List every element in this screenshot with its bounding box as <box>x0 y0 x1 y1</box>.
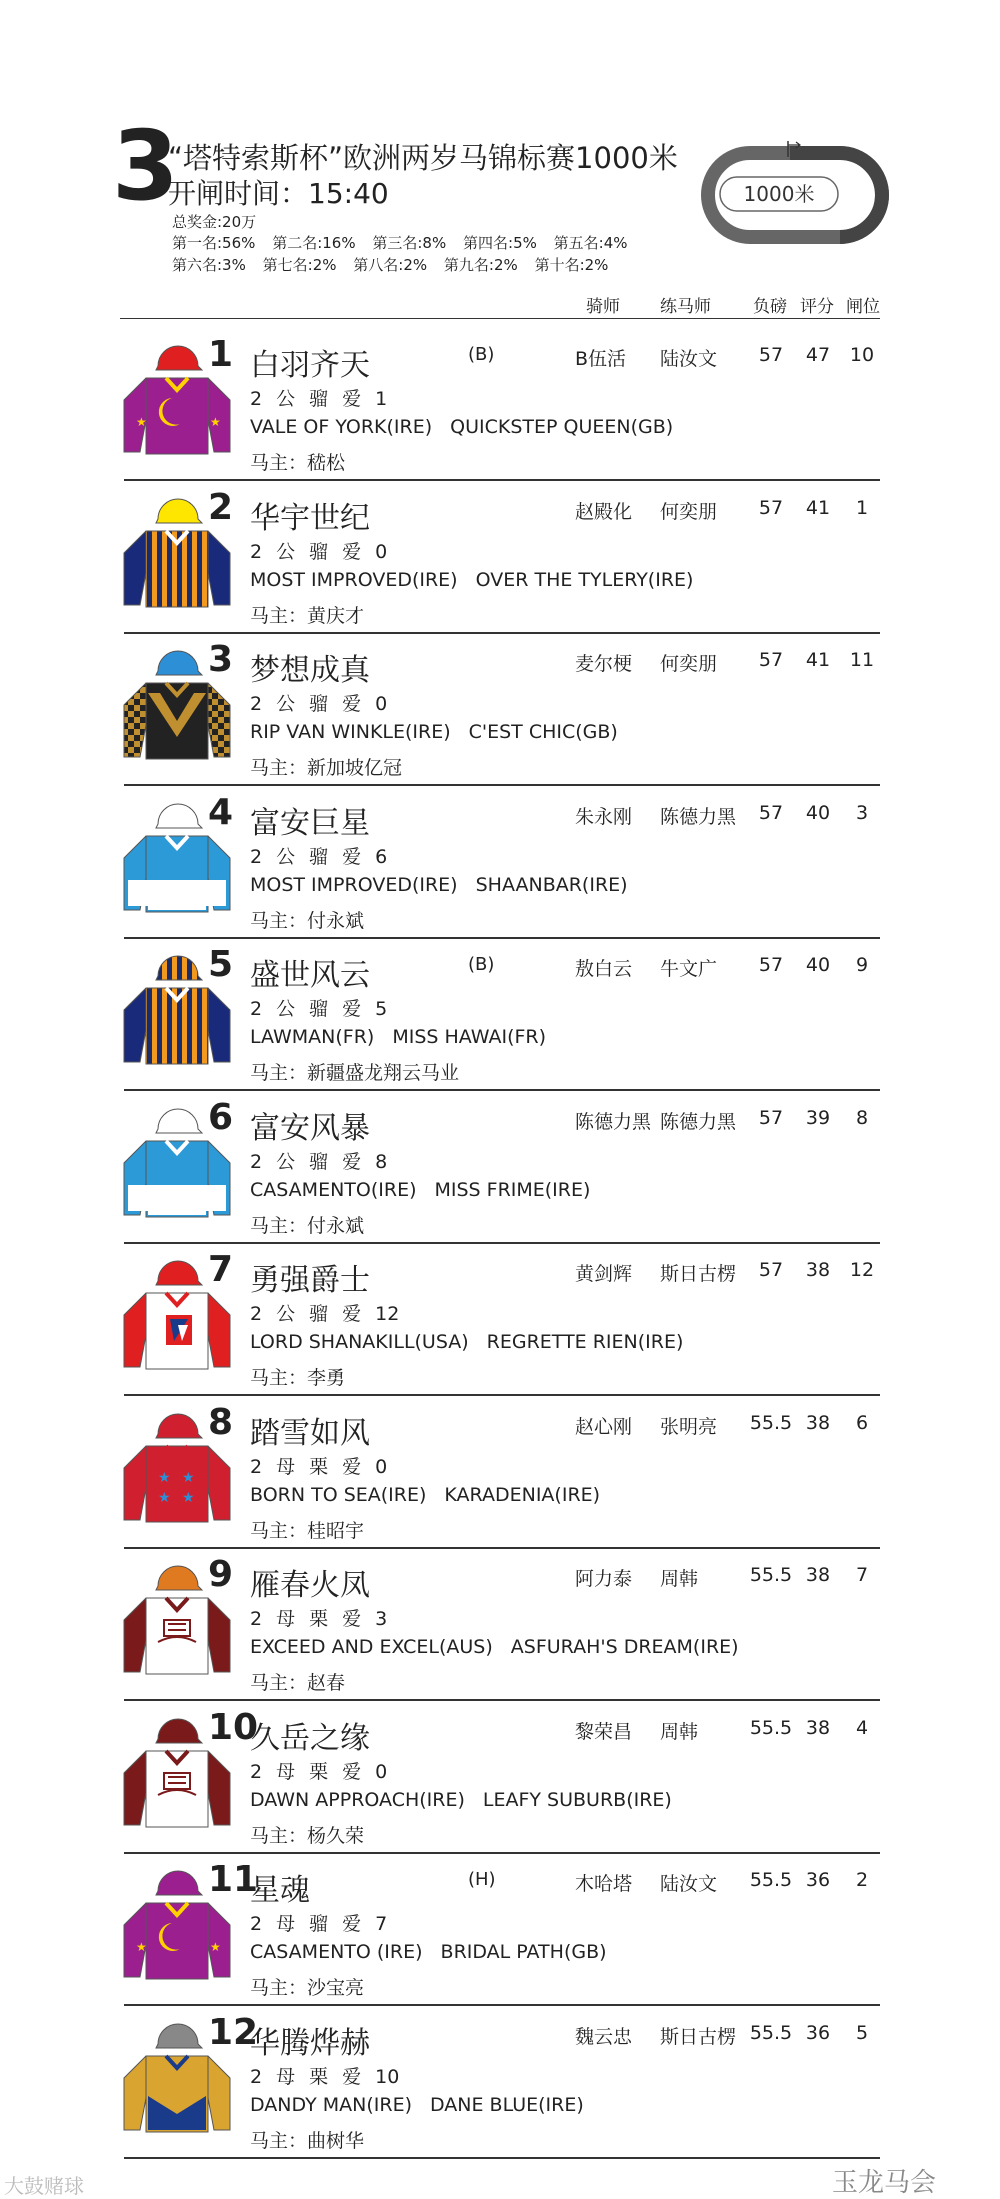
pedigree <box>250 2094 602 2116</box>
owner-line <box>250 2126 364 2153</box>
horse-info-item: 爱 <box>342 1303 362 1325</box>
rating-value: 38 <box>805 1259 831 1281</box>
row-divider <box>124 479 880 481</box>
runner-number: 3 <box>208 639 234 680</box>
watermark-right: 玉龙马会 <box>832 2168 937 2198</box>
jockey-name: 黎荣昌 <box>575 1720 633 1743</box>
owner-name: 赵春 <box>307 1672 346 1694</box>
dam-name: KARADENIA(IRE) <box>444 1483 601 1506</box>
owner-label: 马主： <box>250 1062 308 1084</box>
draw-value: 2 <box>855 1869 869 1891</box>
horse-name: 勇强爵士 <box>250 1263 370 1298</box>
horse-info-item: 公 <box>276 693 296 715</box>
runner-number: 5 <box>208 944 234 985</box>
draw-value: 5 <box>855 2021 869 2044</box>
horse-info <box>250 994 401 1021</box>
weight-value: 57 <box>758 649 784 671</box>
horse-info-item: 10 <box>375 2065 400 2088</box>
horse-name: 雁春火凤 <box>250 1568 370 1603</box>
row-divider <box>124 1547 880 1549</box>
horse-info-item: 爱 <box>342 1150 362 1173</box>
header-divider <box>120 318 880 319</box>
watermark-left: 大鼓赌球 <box>4 2174 84 2198</box>
pedigree <box>250 416 691 438</box>
horse-info-item: 公 <box>276 540 296 563</box>
horse-info-item: 6 <box>375 845 388 868</box>
horse-info-item: 母 <box>276 1455 296 1478</box>
owner-line <box>250 1668 345 1695</box>
horse-info <box>250 1299 413 1326</box>
runner-number: 2 <box>208 486 234 528</box>
owner-line <box>250 1516 364 1543</box>
rating-value: 41 <box>805 496 831 519</box>
owner-name: 新加坡亿冠 <box>307 757 403 779</box>
runner-number: 4 <box>208 791 234 833</box>
jockey-name: 敖白云 <box>575 958 633 980</box>
horse-info-item: 2 <box>250 2065 263 2088</box>
owner-label: 马主： <box>250 1672 308 1694</box>
draw-value: 3 <box>855 801 869 824</box>
pedigree <box>250 1331 701 1353</box>
dam-name: SHAANBAR(IRE) <box>475 873 628 896</box>
trainer-name: 陈德力黑 <box>660 805 737 828</box>
horse-info-item: 母 <box>276 1608 296 1630</box>
horse-info <box>250 1604 401 1631</box>
weight-value: 57 <box>758 954 784 976</box>
column-header-draw: 闸位 <box>846 297 880 317</box>
row-divider <box>124 1089 880 1091</box>
sire-name: CASAMENTO(IRE) <box>250 1178 417 1201</box>
horse-info-item: 骝 <box>309 998 329 1020</box>
trainer-name: 牛文广 <box>660 958 718 980</box>
horse-info-item: 5 <box>375 998 388 1020</box>
runner-number: 10 <box>208 1706 259 1748</box>
sire-name: VALE OF YORK(IRE) <box>250 416 433 438</box>
horse-info-item: 2 <box>250 1913 263 1935</box>
horse-name: 华腾烨赫 <box>250 2025 370 2061</box>
horse-info-item: 爱 <box>342 845 362 868</box>
rating-value: 40 <box>805 801 831 824</box>
horse-info-item: 骝 <box>309 845 329 868</box>
trainer-name: 何奕朋 <box>660 500 718 523</box>
owner-name: 李勇 <box>307 1367 346 1389</box>
horse-info-item: 2 <box>250 845 263 868</box>
prize-share: 第七名:2% <box>262 256 337 274</box>
horse-info-item: 0 <box>375 1455 388 1478</box>
owner-label: 马主： <box>250 909 308 932</box>
sire-name: MOST IMPROVED(IRE) <box>250 568 458 591</box>
horse-info <box>250 842 401 869</box>
prize-share: 第一名:56% <box>172 234 256 252</box>
prize-share: 第五名:4% <box>553 234 628 252</box>
horse-info <box>250 384 401 411</box>
sire-name: MOST IMPROVED(IRE) <box>250 873 458 896</box>
owner-label: 马主： <box>250 452 308 474</box>
row-divider <box>124 2004 880 2006</box>
row-divider <box>124 937 880 939</box>
race-title: “塔特索斯杯”欧洲两岁马锦标赛1000米 <box>168 141 678 175</box>
owner-name: 付永斌 <box>307 1214 365 1237</box>
horse-info-item: 母 <box>276 2065 296 2088</box>
horse-info-item: 2 <box>250 1608 263 1630</box>
horse-info-item: 8 <box>375 1150 388 1173</box>
owner-label: 马主： <box>250 1519 308 1542</box>
owner-name: 杨久荣 <box>307 1824 365 1847</box>
trainer-name: 陆汝文 <box>660 348 718 370</box>
horse-name: 富安风暴 <box>250 1110 370 1146</box>
horse-info-item: 2 <box>250 1303 263 1325</box>
owner-label: 马主： <box>250 1824 308 1847</box>
sire-name: EXCEED AND EXCEL(AUS) <box>250 1636 493 1658</box>
prize-breakdown-row <box>172 232 640 253</box>
row-divider <box>124 2157 880 2159</box>
rating-value: 38 <box>805 1411 831 1434</box>
draw-value: 7 <box>855 1564 869 1586</box>
owner-name: 桂昭宇 <box>307 1519 365 1542</box>
horse-info-item: 栗 <box>309 1608 329 1630</box>
weight-value: 55.5 <box>749 1716 793 1739</box>
svg-text:★: ★ <box>136 415 147 429</box>
runner-row <box>0 1398 1000 1550</box>
jockey-name: 朱永刚 <box>575 805 633 828</box>
prize-share: 第十名:2% <box>534 256 609 274</box>
runner-row <box>0 1245 1000 1397</box>
rating-value: 47 <box>805 344 831 366</box>
trainer-name: 周韩 <box>660 1568 699 1590</box>
horse-info <box>250 689 401 716</box>
draw-value: 12 <box>849 1259 875 1281</box>
runner-row <box>0 635 1000 787</box>
horse-info-item: 爱 <box>342 693 362 715</box>
row-divider <box>124 1242 880 1244</box>
prize-share: 第九名:2% <box>443 256 518 274</box>
jockey-name: 阿力泰 <box>575 1568 633 1590</box>
prize-share: 第二名:16% <box>272 234 356 252</box>
pedigree <box>250 1026 564 1048</box>
svg-text:★: ★ <box>158 1469 171 1486</box>
dam-name: LEAFY SUBURB(IRE) <box>482 1788 672 1811</box>
runner-row <box>0 2008 1000 2160</box>
rating-value: 36 <box>805 2021 831 2044</box>
horse-info <box>250 1909 401 1936</box>
rating-value: 38 <box>805 1716 831 1739</box>
horse-info-item: 0 <box>375 540 388 563</box>
dam-name: REGRETTE RIEN(IRE) <box>486 1331 684 1353</box>
draw-value: 4 <box>855 1716 869 1739</box>
owner-name: 曲树华 <box>307 2129 365 2152</box>
draw-value: 1 <box>855 496 869 519</box>
runner-number: 8 <box>208 1401 234 1443</box>
horse-info-item: 公 <box>276 1150 296 1173</box>
horse-info-item: 栗 <box>309 1455 329 1478</box>
horse-info-item: 骝 <box>309 1913 329 1935</box>
row-divider <box>124 784 880 786</box>
column-header-rating: 评分 <box>800 297 834 317</box>
weight-value: 55.5 <box>749 1869 793 1891</box>
svg-text:★: ★ <box>158 1489 171 1506</box>
horse-info-item: 骝 <box>309 1303 329 1325</box>
horse-info <box>250 1757 401 1784</box>
horse-info-item: 1 <box>375 388 388 410</box>
horse-info-item: 爱 <box>342 1455 362 1478</box>
sire-name: BORN TO SEA(IRE) <box>250 1483 427 1506</box>
svg-text:★: ★ <box>136 1940 147 1954</box>
svg-text:★: ★ <box>182 1489 195 1506</box>
prize-share: 第八名:2% <box>353 256 428 274</box>
horse-info-item: 2 <box>250 540 263 563</box>
dam-name: OVER THE TYLERY(IRE) <box>475 568 694 591</box>
dam-name: MISS FRIME(IRE) <box>434 1178 591 1201</box>
weight-value: 57 <box>758 1106 784 1129</box>
rating-value: 39 <box>805 1106 831 1129</box>
runner-row <box>0 1093 1000 1245</box>
trainer-name: 斯日古楞 <box>660 2025 737 2048</box>
runner-row <box>0 1703 1000 1855</box>
owner-name: 黄庆才 <box>307 604 365 627</box>
horse-info-item: 3 <box>375 1608 388 1630</box>
sire-name: CASAMENTO (IRE) <box>250 1941 423 1963</box>
draw-value: 10 <box>849 344 875 366</box>
row-divider <box>124 1394 880 1396</box>
row-divider <box>124 1852 880 1854</box>
svg-text:★: ★ <box>210 1940 221 1954</box>
pedigree <box>250 1179 608 1201</box>
sire-name: LORD SHANAKILL(USA) <box>250 1331 469 1353</box>
track-diagram-icon <box>680 135 900 245</box>
runner-number: 9 <box>208 1554 234 1595</box>
horse-info-item: 爱 <box>342 388 362 410</box>
trainer-name: 陈德力黑 <box>660 1110 737 1133</box>
jockey-name: 赵心刚 <box>575 1415 633 1438</box>
pedigree <box>250 721 636 743</box>
prize-breakdown-row <box>172 254 620 275</box>
runner-row <box>0 483 1000 635</box>
runner-row <box>0 330 1000 482</box>
rating-value: 36 <box>805 1869 831 1891</box>
horse-name: 久岳之缘 <box>250 1720 370 1756</box>
jockey-name: 魏云忠 <box>575 2025 633 2048</box>
sire-name: RIP VAN WINKLE(IRE) <box>250 721 451 743</box>
horse-info-item: 2 <box>250 1760 263 1783</box>
draw-value: 11 <box>849 649 875 671</box>
dam-name: BRIDAL PATH(GB) <box>440 1941 607 1963</box>
horse-info-item: 骝 <box>309 693 329 715</box>
weight-value: 55.5 <box>749 1411 793 1434</box>
row-divider <box>124 1699 880 1701</box>
horse-info-item: 2 <box>250 693 263 715</box>
jockey-name: 赵殿化 <box>575 500 633 523</box>
track-distance-label: 1000米 <box>743 182 815 206</box>
equipment-code: (B) <box>468 954 495 975</box>
equipment-code: (H) <box>468 1869 496 1890</box>
owner-label: 马主： <box>250 2129 308 2152</box>
horse-info-item: 栗 <box>309 1760 329 1783</box>
horse-name: 华宇世纪 <box>250 500 370 536</box>
owner-line <box>250 906 364 933</box>
trainer-name: 何奕朋 <box>660 653 718 675</box>
pedigree <box>250 1636 757 1658</box>
horse-info-item: 0 <box>375 1760 388 1783</box>
horse-info-item: 爱 <box>342 1760 362 1783</box>
rating-value: 41 <box>805 649 831 671</box>
dam-name: ASFURAH'S DREAM(IRE) <box>510 1636 739 1658</box>
equipment-code: (B) <box>468 344 495 365</box>
owner-label: 马主： <box>250 1977 308 1999</box>
weight-value: 57 <box>758 1259 784 1281</box>
sire-name: DANDY MAN(IRE) <box>250 2093 412 2116</box>
horse-info-item: 骝 <box>309 1150 329 1173</box>
jockey-name: 陈德力黑 <box>575 1110 652 1133</box>
horse-info-item: 栗 <box>309 2065 329 2088</box>
pedigree <box>250 1484 618 1506</box>
sire-name: LAWMAN(FR) <box>250 1026 375 1048</box>
owner-line <box>250 1821 364 1848</box>
rating-value: 38 <box>805 1564 831 1586</box>
weight-value: 57 <box>758 496 784 519</box>
jockey-name: 木哈塔 <box>575 1873 633 1895</box>
draw-value: 6 <box>855 1411 869 1434</box>
trainer-name: 周韩 <box>660 1720 699 1743</box>
prize-total: 总奖金:20万 <box>172 213 257 231</box>
horse-info <box>250 1452 401 1479</box>
jockey-name: 麦尔梗 <box>575 653 633 675</box>
owner-label: 马主： <box>250 757 308 779</box>
horse-info-item: 2 <box>250 998 263 1020</box>
weight-value: 55.5 <box>749 2021 793 2044</box>
runner-number: 12 <box>208 2011 259 2053</box>
horse-info-item: 0 <box>375 693 388 715</box>
runner-row <box>0 940 1000 1092</box>
owner-label: 马主： <box>250 1214 308 1237</box>
owner-label: 马主： <box>250 604 308 627</box>
runner-number: 7 <box>208 1249 234 1290</box>
horse-info-item: 公 <box>276 998 296 1020</box>
horse-name: 富安巨星 <box>250 805 370 841</box>
prize-share: 第六名:3% <box>172 256 246 274</box>
horse-info-item: 2 <box>250 1455 263 1478</box>
draw-value: 9 <box>855 954 869 976</box>
horse-name: 白羽齐天 <box>250 348 370 383</box>
horse-info-item: 母 <box>276 1760 296 1783</box>
horse-info-item: 骝 <box>309 388 329 410</box>
horse-name: 星魂 <box>250 1873 310 1908</box>
horse-info-item: 公 <box>276 845 296 868</box>
horse-info-item: 母 <box>276 1913 296 1935</box>
jockey-name: B伍活 <box>575 348 627 370</box>
horse-info-item: 2 <box>250 388 263 410</box>
horse-info-item: 爱 <box>342 998 362 1020</box>
pedigree <box>250 569 711 591</box>
owner-line <box>250 1363 345 1390</box>
horse-info <box>250 1147 401 1174</box>
horse-info-item: 爱 <box>342 1608 362 1630</box>
column-header-weight: 负磅 <box>753 297 787 317</box>
rating-value: 40 <box>805 954 831 976</box>
weight-value: 57 <box>758 801 784 824</box>
horse-name: 踏雪如风 <box>250 1415 370 1451</box>
race-number: 3 <box>112 110 179 222</box>
weight-value: 55.5 <box>749 1564 793 1586</box>
runner-number: 1 <box>208 334 234 375</box>
pedigree <box>250 874 646 896</box>
trainer-name: 斯日古楞 <box>660 1263 737 1285</box>
weight-value: 57 <box>758 344 784 366</box>
trainer-name: 陆汝文 <box>660 1873 718 1895</box>
horse-name: 盛世风云 <box>250 958 370 993</box>
prize-share: 第三名:8% <box>372 234 447 252</box>
column-header-trainer: 练马师 <box>660 297 711 317</box>
runner-row <box>0 1855 1000 2007</box>
svg-text:★: ★ <box>210 415 221 429</box>
sire-name: DAWN APPROACH(IRE) <box>250 1788 465 1811</box>
owner-line <box>250 1058 459 1085</box>
owner-line <box>250 601 364 628</box>
horse-info-item: 爱 <box>342 1913 362 1935</box>
row-divider <box>124 632 880 634</box>
owner-name: 付永斌 <box>307 909 365 932</box>
runner-number: 11 <box>208 1859 259 1900</box>
owner-label: 马主： <box>250 1367 308 1389</box>
owner-line <box>250 753 402 780</box>
trainer-name: 张明亮 <box>660 1415 718 1438</box>
owner-name: 沙宝亮 <box>307 1977 365 1999</box>
horse-name: 梦想成真 <box>250 653 370 688</box>
owner-line <box>250 1211 364 1238</box>
start-time: 开闸时间：15:40 <box>168 177 389 210</box>
owner-line <box>250 1973 364 2000</box>
dam-name: MISS HAWAI(FR) <box>392 1026 547 1048</box>
runner-number: 6 <box>208 1096 234 1138</box>
horse-info <box>250 537 401 564</box>
dam-name: DANE BLUE(IRE) <box>429 2093 584 2116</box>
dam-name: C'EST CHIC(GB) <box>468 721 618 743</box>
horse-info-item: 公 <box>276 388 296 410</box>
horse-info-item: 2 <box>250 1150 263 1173</box>
draw-value: 8 <box>855 1106 869 1129</box>
owner-name: 新疆盛龙翔云马业 <box>307 1062 460 1084</box>
horse-info-item: 爱 <box>342 540 362 563</box>
horse-info-item: 12 <box>375 1303 400 1325</box>
horse-info-item: 7 <box>375 1913 388 1935</box>
runner-row <box>0 1550 1000 1702</box>
prize-share: 第四名:5% <box>463 234 537 252</box>
column-header-jockey: 骑师 <box>586 297 620 317</box>
owner-name: 嵇松 <box>307 452 346 474</box>
horse-info-item: 骝 <box>309 540 329 563</box>
owner-line <box>250 448 345 475</box>
horse-info <box>250 2062 413 2089</box>
pedigree <box>250 1941 625 1963</box>
jockey-name: 黄剑辉 <box>575 1263 633 1285</box>
pedigree <box>250 1789 690 1811</box>
horse-info-item: 爱 <box>342 2065 362 2088</box>
svg-text:★: ★ <box>182 1469 195 1486</box>
runner-row <box>0 788 1000 940</box>
horse-info-item: 公 <box>276 1303 296 1325</box>
dam-name: QUICKSTEP QUEEN(GB) <box>450 416 674 438</box>
